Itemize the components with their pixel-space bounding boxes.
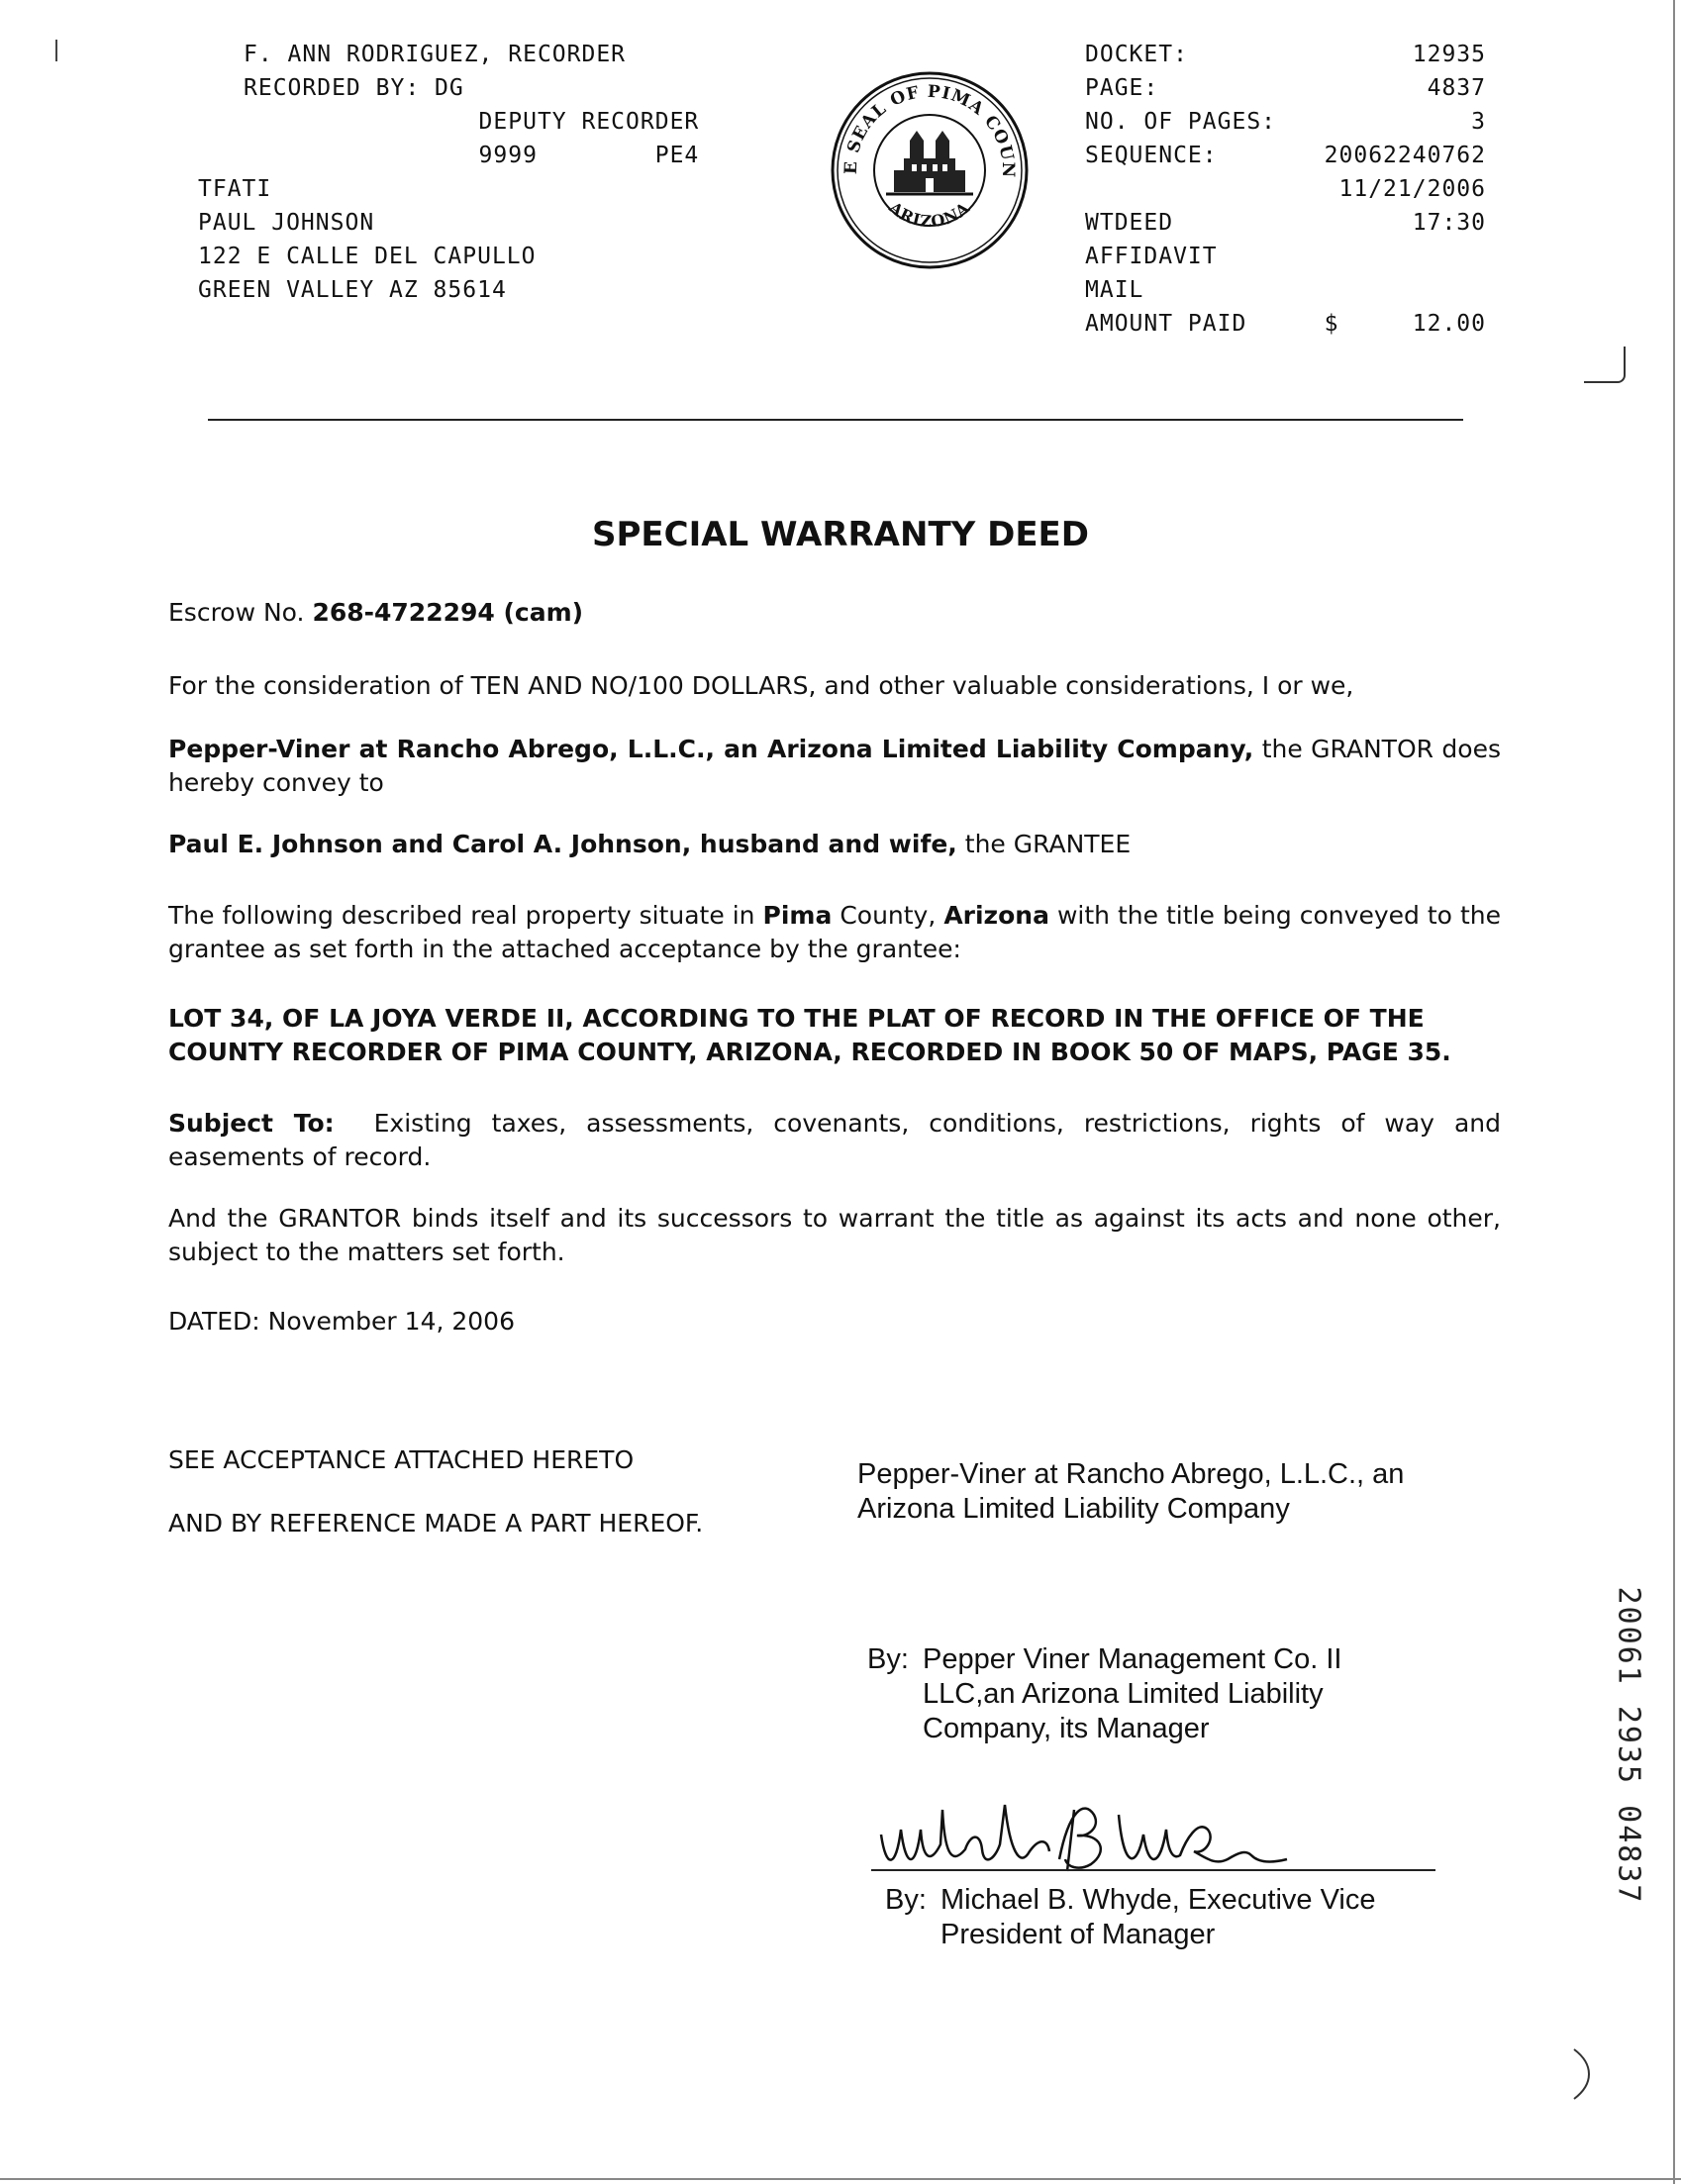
consideration-text: For the consideration of TEN AND NO/100 DOLLARS, and other valuable considerations, I or we, (168, 671, 1354, 700)
company-line: Arizona Limited Liability Company (857, 1493, 1290, 1525)
escrow-number: 268-4722294 (cam) (312, 598, 584, 627)
scan-edge-bottom (0, 2178, 1681, 2180)
grantee-text: the GRANTEE (964, 830, 1132, 858)
svg-text:ARIZONA (885, 197, 974, 231)
pages-row (1085, 105, 1486, 139)
recorder-line: 122 E CALLE DEL CAPULLO (198, 244, 537, 269)
property-text: County, (840, 901, 937, 930)
affidavit-label: AFFIDAVIT (1085, 244, 1218, 269)
signature-icon (871, 1790, 1366, 1879)
date-row (1085, 172, 1486, 206)
recorder-line: 9999 PE4 (244, 143, 700, 168)
sequence-value: 20062240762 (1324, 143, 1486, 168)
page-label: PAGE: (1085, 75, 1159, 101)
manager-line: Pepper Viner Management Co. II (923, 1643, 1342, 1675)
recorder-line: F. ANN RODRIGUEZ, RECORDER (244, 42, 627, 67)
mail-label: MAIL (1085, 277, 1144, 303)
manager-line: Company, its Manager (923, 1713, 1210, 1744)
sequence-label: SEQUENCE: (1085, 143, 1218, 168)
escrow-label: Escrow No. (168, 598, 305, 627)
docket-row (1085, 38, 1486, 71)
recorder-line: DEPUTY RECORDER (244, 109, 700, 135)
scan-edge-right (1673, 0, 1675, 2184)
grantor-text: the GRANTOR does hereby convey to (168, 735, 1501, 797)
scan-mark (55, 40, 57, 61)
recorder-line: RECORDED BY: DG (244, 75, 464, 101)
seal-bottom-text: ARIZONA (885, 197, 974, 232)
recorder-line: TFATI (198, 176, 272, 202)
side-stamp-text: 20061 2935 04837 (1611, 1586, 1646, 1905)
escrow-line (168, 596, 1501, 630)
docket-label: DOCKET: (1085, 42, 1188, 67)
subject-to-paragraph (168, 1107, 1501, 1174)
wtdeed-row (1085, 206, 1486, 240)
manager-name (923, 1642, 1341, 1746)
acceptance-line: AND BY REFERENCE MADE A PART HEREOF. (168, 1509, 704, 1538)
signer-by-label: By: (885, 1884, 927, 1916)
page-value: 4837 (1427, 75, 1486, 101)
recorder-info (198, 38, 798, 307)
warranty-paragraph: And the GRANTOR binds itself and its successors to warrant the title as against its acts and none other, subject to the matters set forth. (168, 1204, 1501, 1266)
signer-line: Michael B. Whyde, Executive Vice (940, 1884, 1376, 1916)
seal-top-text: E SEAL OF PIMA COUN (840, 81, 1019, 179)
date-value: 11/21/2006 (1338, 176, 1486, 202)
dated-line: DATED: November 14, 2006 (168, 1307, 515, 1336)
property-text: with the title being conveyed to the grantee as set forth in the attached acceptance by the grantee: (168, 901, 1501, 963)
recorder-line: GREEN VALLEY AZ 85614 (198, 277, 507, 303)
side-stamp (1584, 1586, 1673, 1905)
manager-by-label: By: (867, 1643, 909, 1675)
grantee-name: Paul E. Johnson and Carol A. Johnson, husband and wife, (168, 830, 957, 858)
amount-label: AMOUNT PAID (1085, 311, 1247, 337)
subject-to-text: Existing taxes, assessments, covenants, conditions, restrictions, rights of way and easements of record. (168, 1109, 1501, 1171)
county-seal (827, 67, 1033, 273)
page-row (1085, 71, 1486, 105)
subject-to-label: Subject To: (168, 1109, 335, 1138)
affidavit-row (1085, 240, 1486, 273)
time-value: 17:30 (1412, 210, 1486, 236)
pages-label: NO. OF PAGES: (1085, 109, 1277, 135)
recorder-line: PAUL JOHNSON (198, 210, 375, 236)
legal-description: LOT 34, OF LA JOYA VERDE II, ACCORDING TO THE PLAT OF RECORD IN THE OFFICE OF THE COUNTY RECORDER OF PIMA COUNTY, ARIZONA, RECORDED IN BOOK 50 OF MAPS, PAGE 35. (168, 1004, 1451, 1066)
header-divider (208, 419, 1463, 421)
company-line: Pepper-Viner at Rancho Abrego, L.L.C., an (857, 1458, 1405, 1490)
acceptance-line: SEE ACCEPTANCE ATTACHED HERETO (168, 1445, 635, 1474)
grantee-paragraph (168, 828, 1501, 861)
sequence-row (1085, 139, 1486, 172)
scan-corner-mark (1584, 347, 1626, 383)
signer-name (940, 1883, 1376, 1952)
signature-line (871, 1869, 1435, 1871)
property-state: Arizona (943, 901, 1049, 930)
grantor-paragraph (168, 733, 1501, 800)
mail-row (1085, 273, 1486, 307)
grantor-name: Pepper-Viner at Rancho Abrego, L.L.C., an Arizona Limited Liability Company, (168, 735, 1254, 763)
docket-value: 12935 (1412, 42, 1486, 67)
property-county: Pima (762, 901, 833, 930)
document-title: SPECIAL WARRANTY DEED (591, 515, 1089, 554)
company-name (857, 1457, 1404, 1527)
amount-row (1085, 307, 1486, 341)
docket-info (1085, 38, 1486, 341)
property-text: The following described real property situate in (168, 901, 755, 930)
scan-bracket-icon (1569, 2044, 1599, 2104)
seal-icon (827, 67, 1033, 273)
amount-value: $ 12.00 (1324, 311, 1486, 337)
pages-value: 3 (1471, 109, 1486, 135)
signer-line: President of Manager (940, 1919, 1216, 1950)
wtdeed-label: WTDEED (1085, 210, 1174, 236)
manager-line: LLC,an Arizona Limited Liability (923, 1678, 1324, 1710)
property-paragraph (168, 899, 1501, 966)
